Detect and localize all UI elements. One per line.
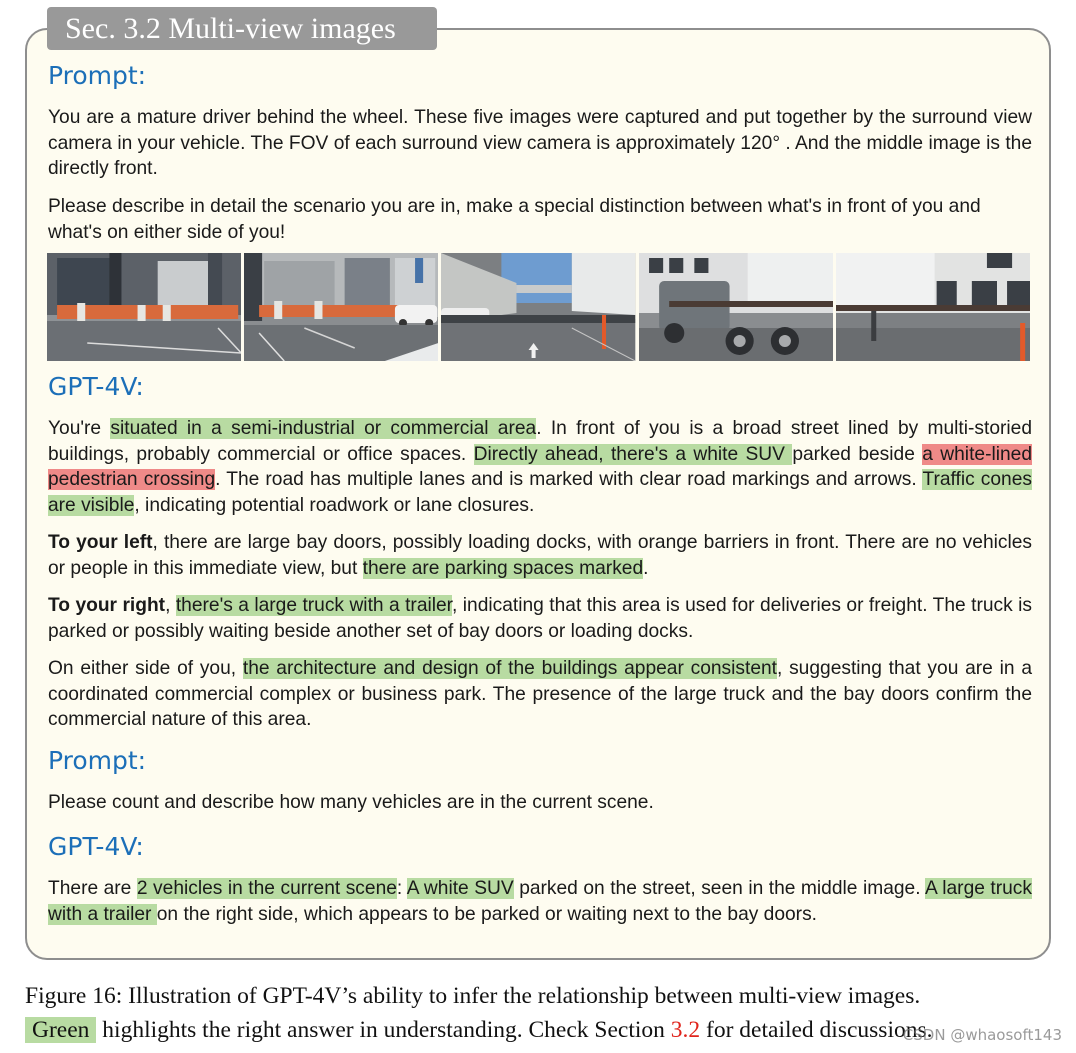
prompt-1-paragraph-1: You are a mature driver behind the wheel. These five images were captured and put together by the surround view camera in your vehicle. The FOV of each surround view camera is approximately 120° . And the middle image is the directly front.: [48, 107, 1032, 179]
gpt4v-heading-2: GPT-4V:: [48, 832, 144, 861]
camera-image-right-rear: [836, 253, 1030, 361]
prompt-heading-2: Prompt:: [48, 746, 147, 775]
text: . In front of you is a broad street lined by multi-storied buildings, probably commercial or office spaces.: [48, 418, 1032, 465]
highlight-correct: Traffic cones are visible: [48, 469, 1032, 516]
highlight-correct: the architecture and design of the buildings appear consistent: [242, 658, 777, 679]
gpt4v-heading-1: GPT-4V:: [48, 372, 144, 401]
text: , indicating that this area is used for deliveries or freight. The truck is parked or possibly waiting beside another set of bay doors or loading docks.: [48, 595, 1032, 642]
prompt-1-paragraph-2: Please describe in detail the scenario you are in, make a special distinction between what's in front of you and what's on either side of you!: [48, 196, 981, 243]
highlight-correct: A large truck with a trailer: [48, 878, 1032, 925]
highlight-correct: A white SUV: [406, 878, 514, 899]
camera-image-left: [244, 253, 438, 361]
text: , there are large bay doors, possibly loading docks, with orange barriers in front. There are no vehicles or people in this immediate view, but: [48, 532, 1032, 579]
prompt-2-paragraph-1: Please count and describe how many vehicles are in the current scene.: [48, 792, 654, 813]
surround-view-images: [47, 253, 1030, 361]
text: on the right side, which appears to be parked or waiting next to the bay doors.: [156, 903, 818, 925]
text: On either side of you,: [48, 658, 243, 679]
text: .: [643, 557, 649, 579]
figure-caption-line-1: Figure 16: Illustration of GPT-4V’s ability to infer the relationship between multi-view images.: [25, 983, 921, 1009]
text: parked on the street, seen in the middle image.: [513, 878, 925, 899]
watermark: CSDN @whaosoft143: [902, 1026, 1062, 1044]
highlight-correct: there are parking spaces marked: [362, 557, 644, 579]
text: parked beside: [792, 443, 923, 465]
text: :: [396, 878, 407, 899]
answer-1-paragraph-2: [48, 530, 1032, 581]
text: for detailed discussions.: [700, 1017, 933, 1043]
camera-image-right: [639, 253, 833, 361]
camera-image-front: [441, 253, 635, 361]
text: , suggesting that you are in a coordinated commercial complex or business park. The presence of the large truck and the bay doors confirm the commercial nature of this area.: [48, 658, 1032, 730]
answer-1-paragraph-4: [48, 656, 1032, 733]
text: highlights the right answer in understanding. Check Section: [96, 1017, 671, 1043]
highlight-correct: 2 vehicles in the current scene: [136, 878, 397, 899]
prompt-heading-1: Prompt:: [48, 61, 147, 90]
highlight-correct: there's a large truck with a trailer: [175, 595, 453, 616]
text: You're: [48, 418, 111, 439]
section-reference-link[interactable]: 3.2: [670, 1017, 701, 1043]
answer-1-paragraph-1: [48, 416, 1032, 518]
answer-1-paragraph-3: [48, 593, 1032, 644]
section-tab: Sec. 3.2 Multi-view images: [47, 7, 437, 50]
text: There are: [48, 878, 137, 899]
bold-label-left: To your left: [48, 532, 153, 553]
camera-image-left-rear: [47, 253, 241, 361]
highlight-correct: Directly ahead, there's a white SUV: [473, 443, 793, 465]
highlight-correct: situated in a semi-industrial or commercial area: [110, 418, 537, 439]
green-legend-key: Green: [25, 1017, 96, 1043]
bold-label-right: To your right: [48, 595, 166, 616]
highlight-incorrect: a white-lined pedestrian crossing: [48, 443, 1032, 490]
text: . The road has multiple lanes and is marked with clear road markings and arrows.: [215, 469, 923, 490]
text: ,: [165, 595, 176, 616]
text: , indicating potential roadwork or lane closures.: [134, 494, 535, 516]
answer-2-paragraph-1: [48, 876, 1032, 927]
